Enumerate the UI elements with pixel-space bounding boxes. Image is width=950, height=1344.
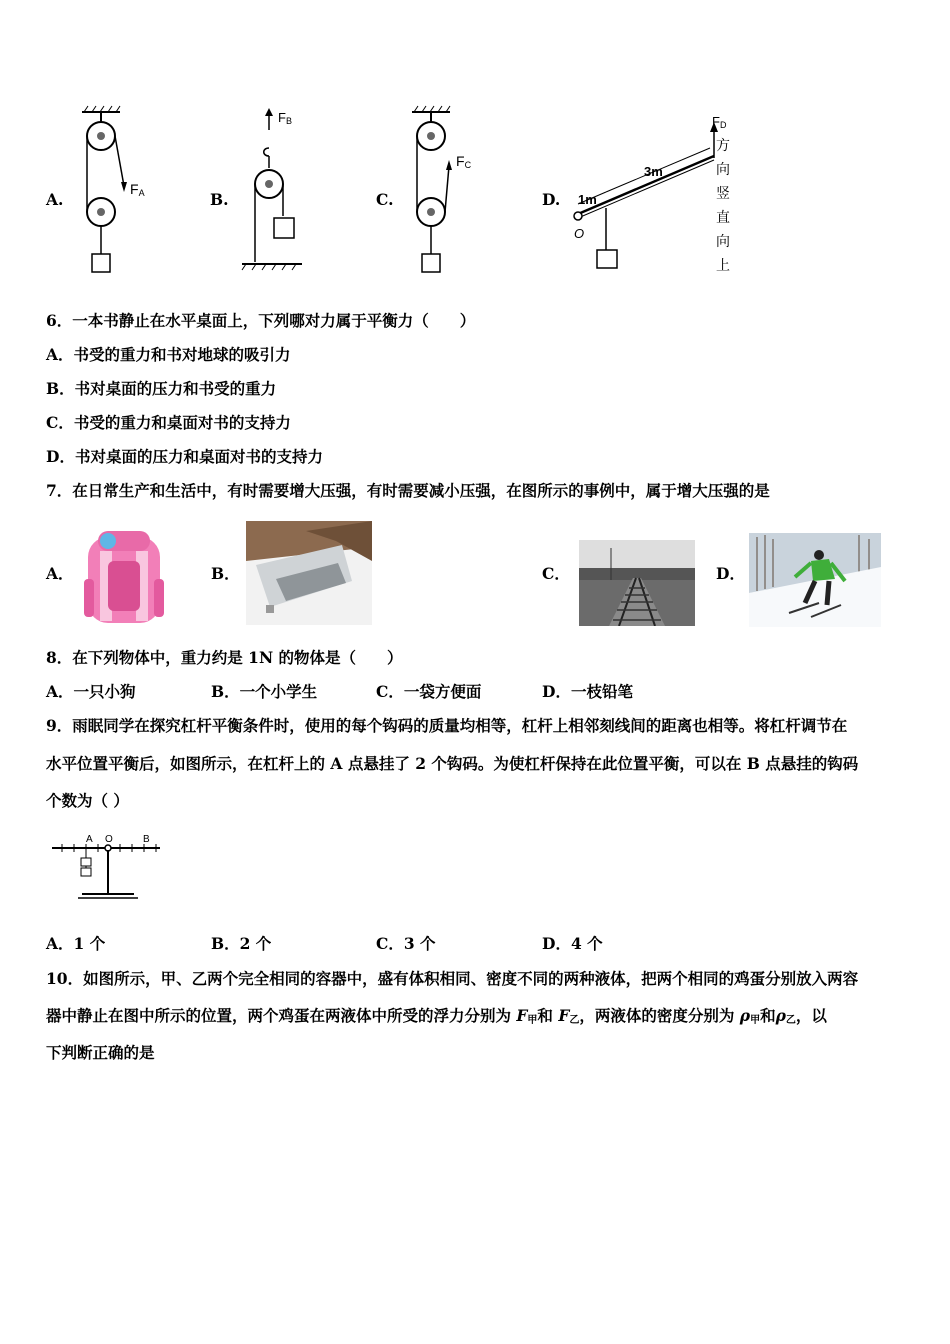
svg-text:直: 直	[716, 209, 730, 225]
q7-option-a-label: A．	[46, 564, 74, 583]
backpack-photo	[78, 523, 170, 627]
distance-1m: 1m	[578, 192, 597, 207]
q5-option-d-label: D.	[542, 190, 561, 209]
q5-option-a-label: A.	[46, 190, 64, 209]
q9-option-c: C．3 个	[376, 934, 436, 953]
force-label-b: FB	[278, 110, 292, 126]
q7-option-c-label: C．	[542, 564, 570, 583]
q6-option-c: C．书受的重力和桌面对书的支持力	[46, 413, 291, 432]
q9-stem-line-3: 个数为（ ）	[46, 791, 129, 810]
knife-photo	[246, 521, 372, 625]
q10-line-2: 器中静止在图中所示的位置，两个鸡蛋在两液体中所受的浮力分别为 $F_甲$和 $F_乙$，两液体的密度分别为 $\rho_甲$和$\rho_乙$，以	[46, 1006, 827, 1026]
point-a-label: A	[86, 834, 93, 845]
svg-text:竖: 竖	[716, 185, 730, 201]
q6-option-b: B．书对桌面的压力和书受的重力	[46, 379, 277, 398]
q9-stem-line-2: 水平位置平衡后，如图所示，在杠杆上的 A 点悬挂了 2 个钩码。为使杠杆保持在此位置平衡，可以在 B 点悬挂的钩码	[46, 754, 859, 773]
svg-text:向: 向	[716, 233, 730, 249]
force-label-a: FA	[130, 181, 145, 198]
pivot-o-label: O	[105, 834, 113, 845]
q9-option-d: D．4 个	[542, 934, 603, 953]
q9-stem-line-1: 9．雨眠同学在探究杠杆平衡条件时，使用的每个钩码的质量均相等，杠杆上相邻刻线间的距离也相等。将杠杆调节在	[46, 716, 848, 735]
pulley-figure-b	[238, 108, 318, 272]
distance-3m: 3m	[644, 164, 663, 179]
force-label-d: FD	[712, 114, 727, 130]
pulley-figure-c	[402, 104, 482, 276]
q8-option-b: B．一个小学生	[211, 682, 318, 701]
q8-option-a: A．一只小狗	[46, 682, 136, 701]
q9-option-a: A．1 个	[46, 934, 106, 953]
q9-option-b: B．2 个	[211, 934, 272, 953]
q10-line-3: 下判断正确的是	[46, 1043, 155, 1062]
q6-option-a: A．书受的重力和书对地球的吸引力	[46, 345, 291, 364]
skier-photo	[749, 533, 881, 627]
q6-stem: 6．一本书静止在水平桌面上，下列哪对力属于平衡力（ ）	[46, 311, 476, 330]
lever-figure-d	[566, 110, 746, 276]
q7-option-d-label: D．	[716, 564, 745, 583]
direction-note	[716, 137, 730, 273]
svg-text:方: 方	[716, 137, 730, 153]
lever-balance-figure	[48, 830, 166, 902]
pulley-figure-a	[72, 104, 152, 276]
pivot-label: O	[574, 226, 585, 241]
q7-stem: 7．在日常生产和生活中，有时需要增大压强，有时需要减小压强，在图所示的事例中，属于增大压强的是	[46, 481, 770, 500]
q8-stem: 8．在下列物体中，重力约是 1N 的物体是（ ）	[46, 648, 403, 667]
q5-option-b-label: B.	[210, 190, 229, 209]
q8-option-d: D．一枝铅笔	[542, 682, 633, 701]
q6-option-d: D．书对桌面的压力和桌面对书的支持力	[46, 447, 323, 466]
q8-option-c: C．一袋方便面	[376, 682, 482, 701]
svg-text:上: 上	[716, 257, 730, 273]
svg-text:向: 向	[716, 161, 730, 177]
q10-line-1: 10．如图所示，甲、乙两个完全相同的容器中，盛有体积相同、密度不同的两种液体，把两个相同的鸡蛋分别放入两容	[46, 969, 859, 988]
q7-option-b-label: B．	[211, 564, 240, 583]
q5-option-c-label: C.	[376, 190, 394, 209]
force-label-c: FC	[456, 153, 472, 170]
point-b-label: B	[143, 834, 150, 845]
railway-photo	[579, 540, 695, 626]
